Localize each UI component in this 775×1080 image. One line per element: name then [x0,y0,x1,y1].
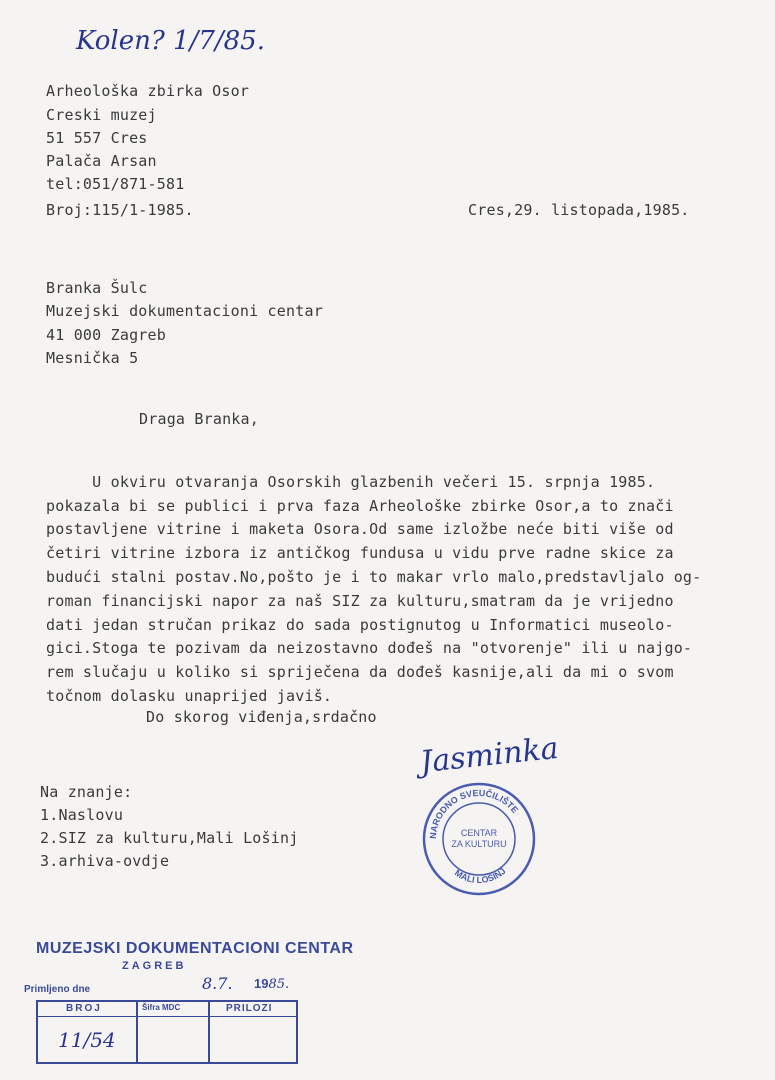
signature: Jasminka [418,730,561,781]
body-line: točnom dolasku unaprijed javiš. [46,687,333,705]
stamp-title: MUZEJSKI DOKUMENTACIONI CENTAR [36,940,354,957]
place-date: Cres,29. listopada,1985. [468,201,690,219]
closing: Do skorog viđenja,srdačno [146,708,377,726]
body-line: dati jedan stručan prikaz do sada postignutog u Informatici museolo- [46,616,674,634]
recipient-line: Muzejski dokumentacioni centar [46,302,323,320]
stamp-year-hand: 85. [268,977,290,992]
stamp-city: ZAGREB [122,960,187,972]
cc-item: 3.arhiva-ovdje [40,852,170,870]
stamp-grid [36,1000,298,1064]
sender-line: Creski muzej [46,106,157,124]
body-line: postavljene vitrine i maketa Osora.Od same izložbe neće biti više od [46,520,674,538]
recipient-line: Branka Šulc [46,279,148,297]
cc-title: Na znanje: [40,783,133,801]
cc-item: 1.Naslovu [40,806,124,824]
seal-outer-text: NARODNO SVEUČILIŠTE [427,787,521,840]
stamp-received-label: Primljeno dne [24,984,91,995]
stamp-col-broj: BROJ [66,1003,102,1014]
seal-bottom-text: MALI LOŠINJ [452,865,508,886]
stamp-year [254,976,289,992]
body-line: gici.Stoga te pozivam da neizostavno dođeš na "otvorenje" ili u najgo- [46,639,693,657]
handwritten-note: Kolen? 1/7/85. [76,26,265,56]
stamp-year-prefix: 19 [254,976,269,991]
seal-stamp [420,780,538,898]
received-stamp [24,940,354,1066]
sender-line: Palača Arsan [46,152,157,170]
body-line: pokazala bi se publici i prva faza Arheološke zbirke Osor,a to znači [46,497,674,515]
stamp-date: 8.7. [202,974,233,993]
body-line: budući stalni postav.No,pošto je i to makar vrlo malo,predstavljalo og- [46,568,702,586]
cc-item: 2.SIZ za kulturu,Mali Lošinj [40,829,299,847]
sender-line: 51 557 Cres [46,129,148,147]
body-line: U okviru otvaranja Osorskih glazbenih večeri 15. srpnja 1985. [46,473,656,491]
stamp-col-divider [208,1002,210,1062]
svg-text:MALI LOŠINJ [453,866,508,885]
stamp-col-sifra: Šifra MDC [142,1003,181,1012]
sender-line: tel:051/871-581 [46,175,185,193]
stamp-divider [38,1016,296,1017]
seal-center-2: ZA KULTURU [451,839,507,849]
recipient-line: Mesnička 5 [46,349,139,367]
stamp-number: 11/54 [58,1028,116,1052]
seal-center-1: CENTAR [460,828,498,838]
stamp-col-prilozi: PRILOZI [226,1003,273,1014]
salutation: Draga Branka, [139,410,259,428]
recipient-line: 41 000 Zagreb [46,326,166,344]
stamp-col-divider [136,1002,138,1062]
body-line: četiri vitrine izbora iz antičkog fundusa u vidu prve radne skice za [46,544,674,562]
body-line: rem slučaju u koliko si spriječena da dođeš kasnije,ali da mi o svom [46,663,674,681]
sender-line: Arheološka zbirka Osor [46,82,250,100]
reference-number: Broj:115/1-1985. [46,201,194,219]
body-line: roman financijski napor za naš SIZ za kulturu,smatram da je vrijedno [46,592,674,610]
